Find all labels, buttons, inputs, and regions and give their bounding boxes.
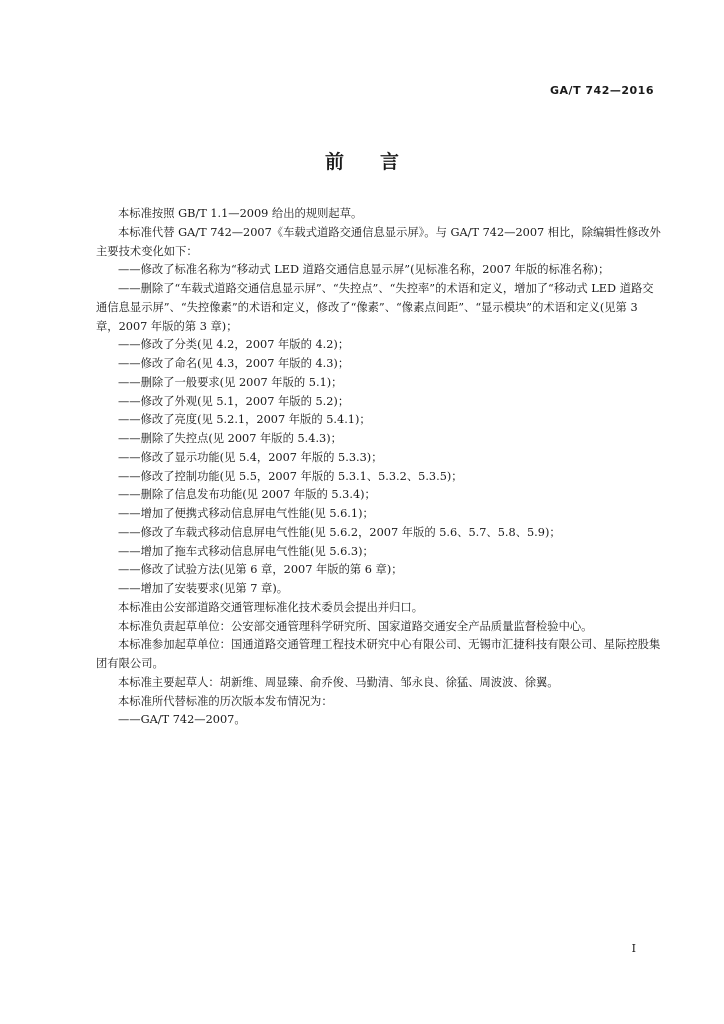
change-item: ——增加了安装要求(见第 7 章)。 [118,582,289,595]
change-item: ——修改了亮度(见 5.2.1，2007 年版的 5.4.1)； [118,413,371,427]
change-item: ——修改了命名(见 4.3，2007 年版的 4.3)； [118,357,350,370]
change-item: ——删除了信息发布功能(见 2007 年版的 5.3.4)； [118,488,376,502]
outro-paragraph-2: 本标准负责起草单位：公安部交通管理科学研究所、国家道路交通安全产品质量监督检验中心。 [118,619,593,633]
change-item: ——增加了拖车式移动信息屏电气性能(见 5.6.3)； [118,544,374,558]
page-number: I [631,942,636,955]
outro-paragraph-4: 本标准主要起草人：胡新维、周显臻、俞乔俊、马勤清、邹永良、徐猛、周波波、徐翼。 [118,675,559,689]
title-char-2: 言 [380,151,400,173]
document-body [96,205,662,730]
intro-paragraph-1: 本标准按照 GB/T 1.1—2009 给出的规则起草。 [118,207,363,220]
change-item: ——修改了控制功能(见 5.5，2007 年版的 5.3.1、5.3.2、5.3.5)； [118,469,463,483]
change-item: ——修改了车载式移动信息屏电气性能(见 5.6.2，2007 年版的 5.6、5.7、5.8、5.9)； [118,525,561,539]
outro-paragraph-1: 本标准由公安部道路交通管理标准化技术委员会提出并归口。 [118,600,424,614]
change-item: ——删除了一般要求(见 2007 年版的 5.1)； [118,375,343,389]
title-char-1: 前 [324,151,344,173]
change-item: ——修改了试验方法(见第 6 章，2007 年版的第 6 章)； [118,563,403,577]
change-item: ——修改了分类(见 4.2，2007 年版的 4.2)； [118,338,350,352]
change-item: ——修改了外观(见 5.1，2007 年版的 5.2)； [118,394,350,408]
outro-paragraph-3: 本标准参加起草单位：国通道路交通管理工程技术研究中心有限公司、无锡市汇捷科技有限公司、星际控股集团有限公司。 [96,638,661,670]
intro-paragraph-2: 本标准代替 GA/T 742—2007《车载式道路交通信息显示屏》。与 GA/T 742—2007 相比，除编辑性修改外主要技术变化如下： [96,225,661,258]
change-item: ——修改了标准名称为“移动式 LED 道路交通信息显示屏”(见标准名称，2007 年版的标准名称)； [118,263,610,277]
change-item: ——删除了失控点(见 2007 年版的 5.4.3)； [118,432,342,445]
history-item: ——GA/T 742—2007。 [118,713,246,727]
header-standard-code: GA/T 742—2016 [550,84,654,97]
change-item: ——修改了显示功能(见 5.4，2007 年版的 5.3.3)； [118,450,383,464]
page-title [0,147,724,174]
changes-list [96,261,662,599]
change-item: ——删除了“车载式道路交通信息显示屏”、“失控点”、“失控率”的术语和定义，增加了“移动式 LED 道路交通信息显示屏”、“失控像素”的术语和定义，修改了“像素”、“像素点间距”、“显示模块”的术语和定义(见第 3 章，2007 年版的第 3 章)； [96,282,654,333]
outro-paragraph-5: 本标准所代替标准的历次版本发布情况为： [118,694,333,708]
change-item: ——增加了便携式移动信息屏电气性能(见 5.6.1)； [118,507,374,520]
